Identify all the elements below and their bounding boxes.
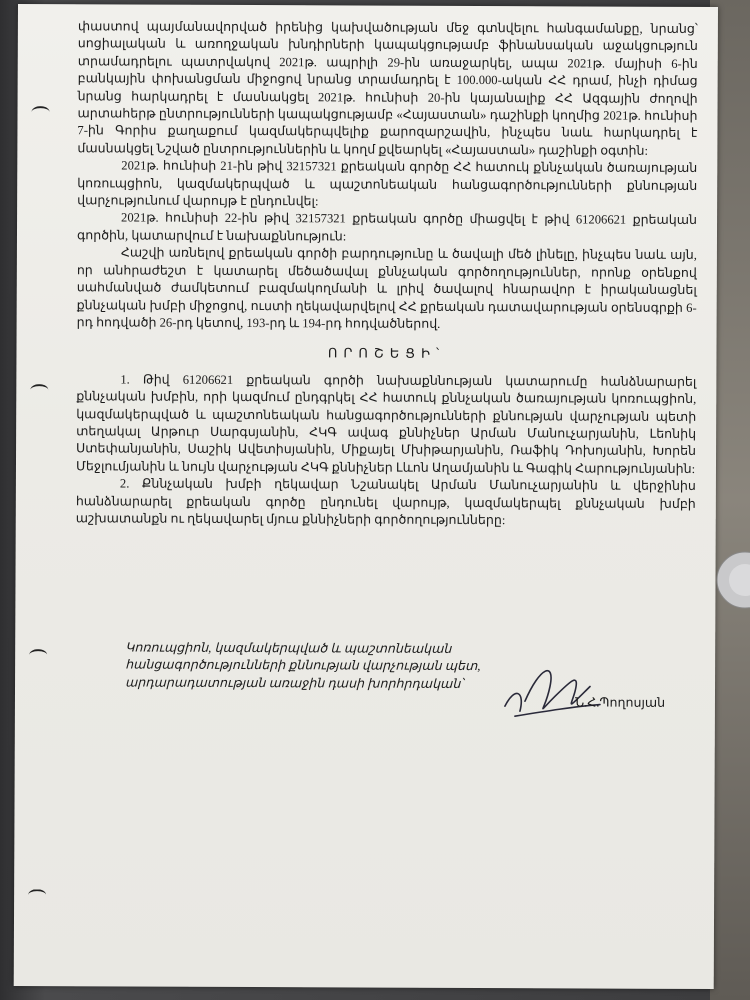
document-page [14, 4, 718, 989]
signatory-line: արդարադատության առաջին դասի խորհրդական՝ [125, 675, 464, 691]
handwritten-signature [495, 656, 605, 726]
punch-hole [28, 889, 46, 901]
decision-heading: ՈՐՈՇԵՑԻ՝ [327, 345, 446, 362]
paragraph: 2021թ. հունիսի 21-ին թիվ 32157321 քրեական գործը ՀՀ հատուկ քննչական ծառայության կոռուպցիոն, կազմակերպված և պաշտոնեական հանցագործությունների քննության վարչությունում վարույթ է ընդունվել: [77, 158, 698, 209]
paragraph: 2021թ. հունիսի 22-ին թիվ 32157321 քրեական գործը միացվել է թիվ 61206621 քրեական գործին, կատարվում է նախաքննություն: [76, 210, 698, 244]
paragraph: փաստով պայմանավորված իրենից կախվածության մեջ գտնվելու հանգամանքը, նրանց՝ սոցիալական և առողջական խնդիրների կապակցությամբ ֆինանսական աջակցություն տրամադրելու պատրվակով 2021թ. ապրիլի 29-ին առաջարկել, ապա 2021թ. մայիսի 6-ին բանկային փոխանցման միջոցով նրանց տրամադրել է 100.000-ական ՀՀ դրամ, ինչի դիմաց նրանց հարկադրել է մասնակցել 2021թ. հունիսի 20-ին կայանալիք ՀՀ Ազգային ժողովի արտահերթ ընտրությունների կապակցությամբ «Հայաստան» դաշինքի կողմից 2021թ. հունիսի 7-ին Գորիս քաղաքում կազմակերպվելիք քարոզարշավին, ինչպես նաև հարկադրել է մասնակցել Նշված ընտրություններին և կողմ քվեարկել «Հայաստան» դաշինքի օգտին: [77, 19, 698, 158]
punch-hole [30, 384, 48, 396]
decision-item: 2. Քննչական խմբի ղեկավար Նշանակել Արման Մանուչարյանին և վերջինիս հանձնարարել քրեական գործը ընդունել վարույթ, կազմակերպել քննչական խմբի աշխատանքն ու ղեկավարել մյուս քննիչների գործողությունները: [75, 476, 696, 528]
signatory-line: Կոռուպցիոն, կազմակերպված և պաշտոնեական [125, 640, 452, 656]
punch-hole [29, 649, 47, 661]
paragraph: Հաշվի առնելով քրեական գործի բարդությունը և ծավալի մեծ լինելը, ինչպես նաև այն, որ անհրաժեշտ է կատարել մեծածավալ քննչական գործողություններ, որոնք օրենքով սահմանված ժամկետում բազմակողմանի և լրիվ ծավալով հնարավոր է իրականացնել քննչական խմբի միջոցով, ուստի ղեկավարվելով ՀՀ քրեական դատավարության օրենսգրքի 6-րդ հոդվածի 26-րդ կետով, 193-րդ և 194-րդ հոդվածներով. [76, 245, 697, 331]
document-body [76, 18, 698, 530]
punch-hole [32, 106, 50, 118]
background-object [700, 540, 750, 620]
signatory-name: Ն.Հ.Պողոսյան [574, 695, 666, 710]
decision-item: 1. Թիվ 61206621 քրեական գործի նախաքննության կատարումը հանձնարարել քննչական խմբին, որի կազմում ընդգրկել ՀՀ հատուկ քննչական ծառայության կոռուպցիոն, կազմակերպված և պաշտոնեական հանցագործությունների քննության վարչության պետի տեղակալ Արթուր Սարգսյանին, ՀԿԳ ավագ քննիչներ Արման Մանուչարյանին, Լեոնիկ Ստեփանյանին, Սաշիկ Ավետիսյանին, Միքայել Մխիթարյանին, Ռաֆիկ Դոխոյանին, Խորեն Մեջլումյանին և նույն վարչության ՀԿԳ քննիչներ Լևոն Աղամյանին և Գագիկ Հարությունյանին: [75, 372, 697, 476]
signatory-line: հանցագործությունների քննության վարչության պետ, [125, 657, 481, 674]
